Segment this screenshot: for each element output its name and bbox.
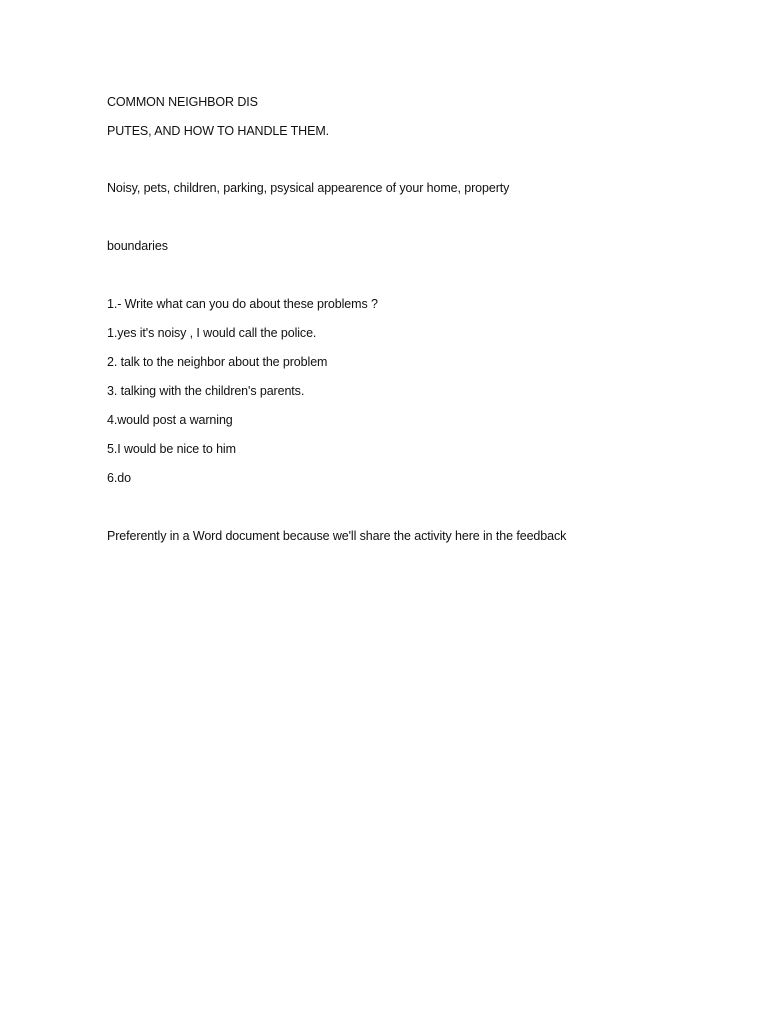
answer-item-3: 3. talking with the children's parents. bbox=[107, 384, 305, 398]
question-text: 1.- Write what can you do about these problems ? bbox=[107, 297, 378, 311]
topics-line-1: Noisy, pets, children, parking, psysical appearence of your home, property bbox=[107, 181, 510, 195]
answer-item-5: 5.I would be nice to him bbox=[107, 442, 236, 456]
answer-item-6: 6.do bbox=[107, 471, 131, 485]
note-text: Preferently in a Word document because we'll share the activity here in the feedback bbox=[107, 529, 567, 543]
answer-item-1: 1.yes it's noisy , I would call the police. bbox=[107, 326, 317, 340]
title-line-2: PUTES, AND HOW TO HANDLE THEM. bbox=[107, 124, 330, 138]
answer-item-4: 4.would post a warning bbox=[107, 413, 233, 427]
topics-line-2: boundaries bbox=[107, 239, 168, 253]
answer-item-2: 2. talk to the neighbor about the problem bbox=[107, 355, 328, 369]
title-line-1: COMMON NEIGHBOR DIS bbox=[107, 95, 258, 109]
